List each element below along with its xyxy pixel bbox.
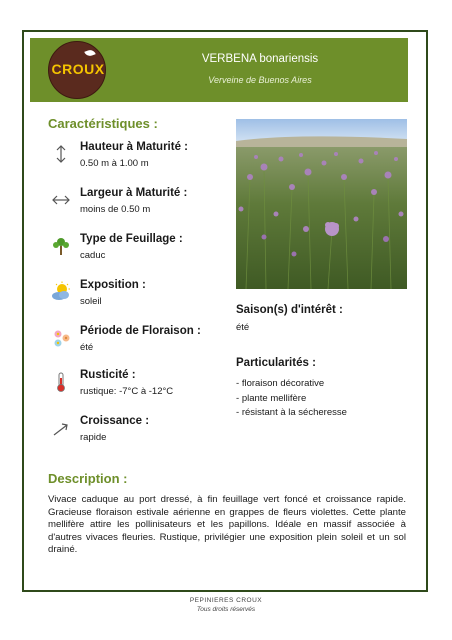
feature-value: rapide bbox=[80, 432, 107, 443]
description-heading: Description : bbox=[48, 471, 128, 486]
characteristics-heading: Caractéristiques : bbox=[48, 116, 158, 131]
particularities-label: Particularités : bbox=[236, 357, 316, 369]
feature-label: Type de Feuillage : bbox=[80, 233, 183, 245]
feature-label: Hauteur à Maturité : bbox=[80, 141, 188, 153]
feature-label: Croissance : bbox=[80, 415, 150, 427]
particularities-list bbox=[236, 377, 347, 421]
feature-value: 0.50 m à 1.00 m bbox=[80, 158, 149, 169]
feature-value: caduc bbox=[80, 250, 106, 261]
feature-growth bbox=[50, 415, 230, 445]
plant-title: VERBENA bonariensis bbox=[201, 53, 319, 65]
list-item: - résistant à la sécheresse bbox=[236, 406, 347, 421]
plant-common-name: Verveine de Buenos Aires bbox=[208, 75, 312, 85]
feature-value: été bbox=[80, 342, 94, 353]
plant-photo bbox=[236, 119, 407, 289]
tree-icon bbox=[50, 235, 72, 257]
croux-logo bbox=[48, 41, 106, 99]
feature-label: Période de Floraison : bbox=[80, 325, 201, 337]
width-arrow-icon bbox=[50, 189, 72, 211]
season-value: été bbox=[236, 322, 250, 333]
logo-text: CROUX bbox=[51, 61, 105, 77]
feature-label: Exposition : bbox=[80, 279, 146, 291]
leaf-icon bbox=[84, 48, 95, 57]
thermometer-icon bbox=[50, 371, 72, 393]
feature-exposure bbox=[50, 279, 230, 309]
feature-label: Largeur à Maturité : bbox=[80, 187, 188, 199]
feature-height bbox=[50, 141, 230, 171]
growth-arrow-icon bbox=[50, 417, 72, 439]
feature-value: soleil bbox=[80, 296, 102, 307]
feature-flowering bbox=[50, 325, 230, 355]
feature-value: moins de 0.50 m bbox=[80, 204, 151, 215]
list-item: - floraison décorative bbox=[236, 377, 347, 392]
season-label: Saison(s) d'intérêt : bbox=[236, 304, 343, 316]
sun-cloud-icon bbox=[50, 281, 72, 303]
description-text: Vivace caduque au port dressé, à fin feuillage vert foncé et croissance rapide. Gracieuse floraison estivale aérienne en grappes de fleurs violettes. Cette plante mellifère attire les pollinisateurs et les papillons. Idéale en massif associée à d'autres vivaces fleuries. Rustique, privilégier une exposition plein soleil et un sol drainé. bbox=[48, 494, 406, 556]
feature-hardiness bbox=[50, 369, 230, 399]
footer-rights: Tous droits réservés bbox=[196, 606, 256, 613]
feature-label: Rusticité : bbox=[80, 369, 136, 381]
list-item: - plante mellifère bbox=[236, 392, 347, 407]
footer-company: PEPINIERES CROUX bbox=[189, 597, 263, 604]
height-arrow-icon bbox=[50, 143, 72, 165]
feature-foliage bbox=[50, 233, 230, 263]
feature-width bbox=[50, 187, 230, 217]
feature-value: rustique: -7°C à -12°C bbox=[80, 386, 174, 397]
flowers-icon bbox=[50, 327, 72, 349]
